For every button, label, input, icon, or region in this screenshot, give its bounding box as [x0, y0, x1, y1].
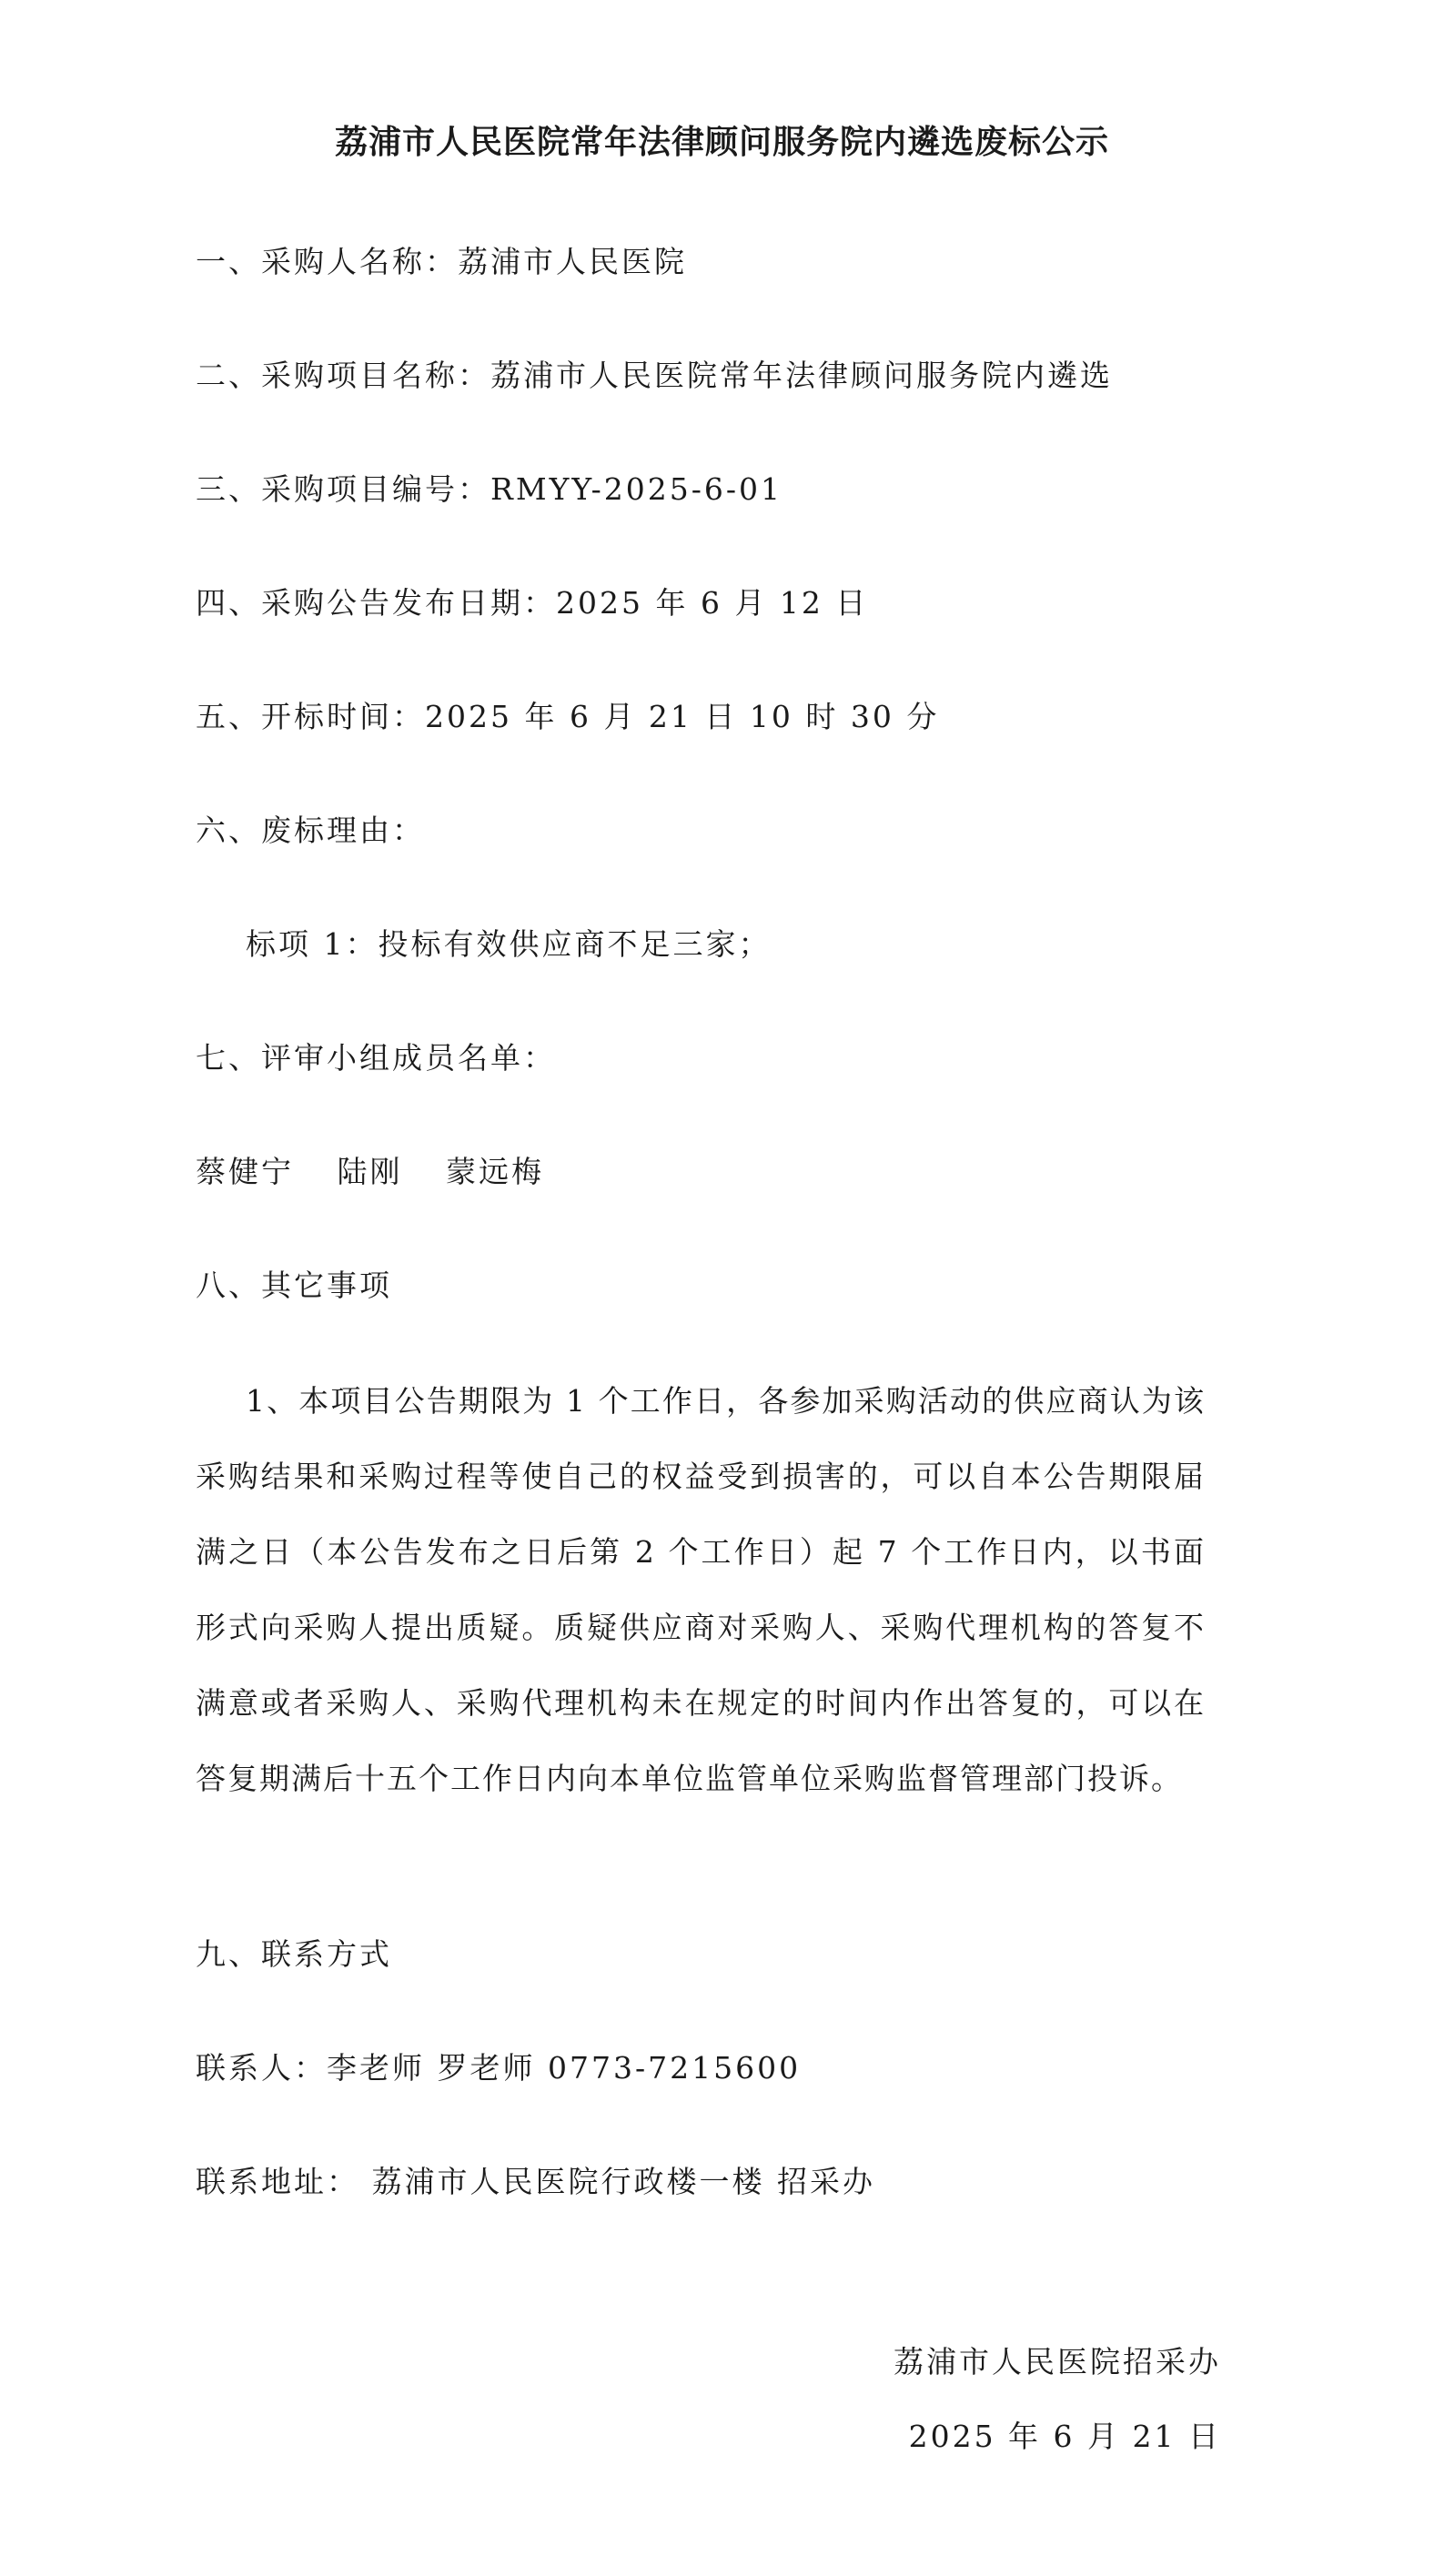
purchaser-line: 一、采购人名称：荔浦市人民医院	[196, 244, 687, 279]
contact-heading: 九、联系方式	[196, 1936, 392, 1972]
project-name-line: 二、采购项目名称：荔浦市人民医院常年法律顾问服务院内遴选	[196, 358, 1113, 393]
committee-heading: 七、评审小组成员名单：	[196, 1040, 556, 1076]
signature-office: 荔浦市人民医院招采办	[894, 2344, 1221, 2379]
opening-time-line: 五、开标时间：2025 年 6 月 21 日 10 时 30 分	[196, 699, 940, 734]
other-heading: 八、其它事项	[196, 1268, 392, 1303]
contact-person: 联系人：李老师 罗老师 0773-7215600	[196, 2050, 802, 2086]
signature-date: 2025 年 6 月 21 日	[908, 2419, 1221, 2454]
committee-member: 陆刚	[337, 1154, 403, 1189]
reason-heading: 六、废标理由：	[196, 813, 425, 848]
committee-member: 蒙远梅	[446, 1154, 544, 1189]
announcement-date-line: 四、采购公告发布日期：2025 年 6 月 12 日	[196, 585, 869, 621]
project-number-line: 三、采购项目编号：RMYY-2025-6-01	[196, 471, 783, 507]
committee-members	[196, 1148, 575, 1191]
page-title: 荔浦市人民医院常年法律顾问服务院内遴选废标公示	[334, 124, 1109, 161]
contact-address: 联系地址： 荔浦市人民医院行政楼一楼 招采办	[196, 2164, 875, 2199]
committee-member: 蔡健宁	[196, 1154, 294, 1189]
reason-item: 标项 1：投标有效供应商不足三家；	[246, 926, 772, 962]
other-paragraph: 1、本项目公告期限为 1 个工作日，各参加采购活动的供应商认为该采购结果和采购过程等使自己的权益受到损害的，可以自本公告期限届满之日（本公告发布之日后第 2 个工作日）起 7 个工作日内，以书面形式向采购人提出质疑。质疑供应商对采购人、采购代理机构的答复不满意或者采购人、采购代理机构未在规定的时间内作出答复的，可以在答复期满后十五个工作日内向本单位监管单位采购监督管理部门投诉。	[196, 1383, 1206, 1796]
